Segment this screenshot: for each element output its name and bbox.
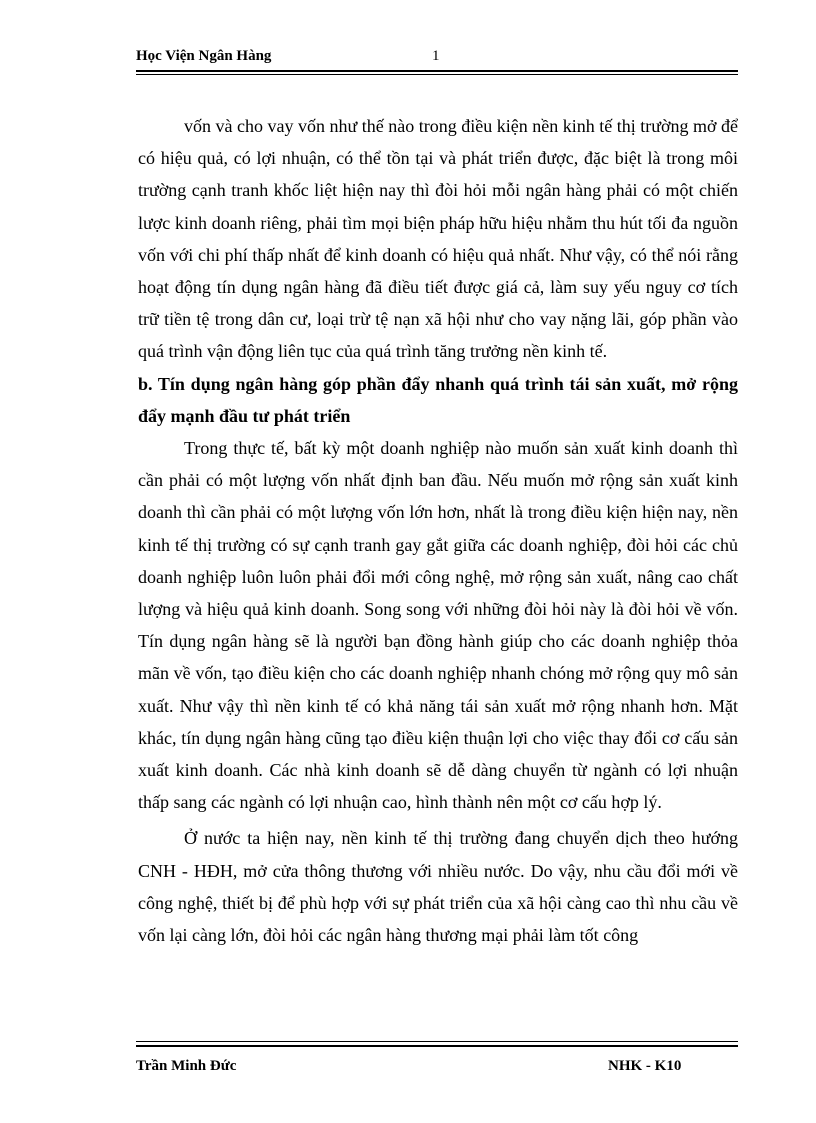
header-rule-thick	[136, 70, 738, 72]
page-footer	[136, 1058, 738, 1080]
header-school-name: Học Viện Ngân Hàng	[136, 48, 272, 64]
body-paragraph-3: Ở nước ta hiện nay, nền kinh tế thị trường đang chuyển dịch theo hướng CNH - HĐH, mở cửa thông thương với nhiều nước. Do vậy, nhu cầu đổi mới về công nghệ, thiết bị để phù hợp với sự phát triển của xã hội càng cao thì nhu cầu về vốn lại càng lớn, đòi hỏi các ngân hàng thương mại phải làm tốt công	[138, 828, 738, 946]
header-rule-thin	[136, 74, 738, 75]
footer-author: Trần Minh Đức	[136, 1058, 237, 1074]
footer-rule-thin	[136, 1041, 738, 1042]
body-paragraph-2: Trong thực tế, bất kỳ một doanh nghiệp nào muốn sản xuất kinh doanh thì cần phải có một lượng vốn nhất định ban đầu. Nếu muốn mở rộng sản xuất kinh doanh thì cần phải có một lượng vốn lớn hơn, nhất là trong điều kiện hiện nay, nền kinh tế thị trường có sự cạnh tranh gay gắt giữa các doanh nghiệp, đòi hỏi các chủ doanh nghiệp luôn luôn phải đổi mới công nghệ, mở rộng sản xuất, nâng cao chất lượng và hiệu quả kinh doanh. Song song với những đòi hỏi này là đòi hỏi về vốn. Tín dụng ngân hàng sẽ là người bạn đồng hành giúp cho các doanh nghiệp thỏa mãn về vốn, tạo điều kiện cho các doanh nghiệp nhanh chóng mở rộng quy mô sản xuất. Như vậy thì nền kinh tế có khả năng tái sản xuất mở rộng nhanh hơn. Mặt khác, tín dụng ngân hàng cũng tạo điều kiện thuận lợi cho việc thay đổi cơ cấu sản xuất kinh doanh. Các nhà kinh doanh sẽ dễ dàng chuyển từ ngành có lợi nhuận thấp sang các ngành có lợi nhuận cao, hình thành nên một cơ cấu hợp lý.	[138, 438, 738, 813]
footer-rule-thick	[136, 1045, 738, 1047]
document-body	[138, 110, 738, 951]
section-heading-b: b. Tín dụng ngân hàng góp phần đẩy nhanh quá trình tái sản xuất, mở rộng đẩy mạnh đầu tư phát triển	[138, 373, 738, 426]
body-paragraph-1: vốn và cho vay vốn như thế nào trong điều kiện nền kinh tế thị trường mở để có hiệu quả, có lợi nhuận, có thể tồn tại và phát triển được, đặc biệt là trong môi trường cạnh tranh khốc liệt hiện nay thì đòi hỏi mỗi ngân hàng phải có một chiến lược kinh doanh riêng, phải tìm mọi biện pháp hữu hiệu nhằm thu hút tối đa nguồn vốn với chi phí thấp nhất để kinh doanh có hiệu quả nhất. Như vậy, có thể nói rằng hoạt động tín dụng ngân hàng đã điều tiết được giá cả, làm suy yếu nguy cơ tích trữ tiền tệ trong dân cư, loại trừ tệ nạn xã hội như cho vay nặng lãi, góp phần vào quá trình vận động liên tục của quá trình tăng trưởng nền kinh tế.	[138, 116, 738, 362]
page-header	[136, 46, 738, 68]
footer-class-code: NHK - K10	[608, 1058, 682, 1074]
page-number: 1	[432, 48, 440, 64]
